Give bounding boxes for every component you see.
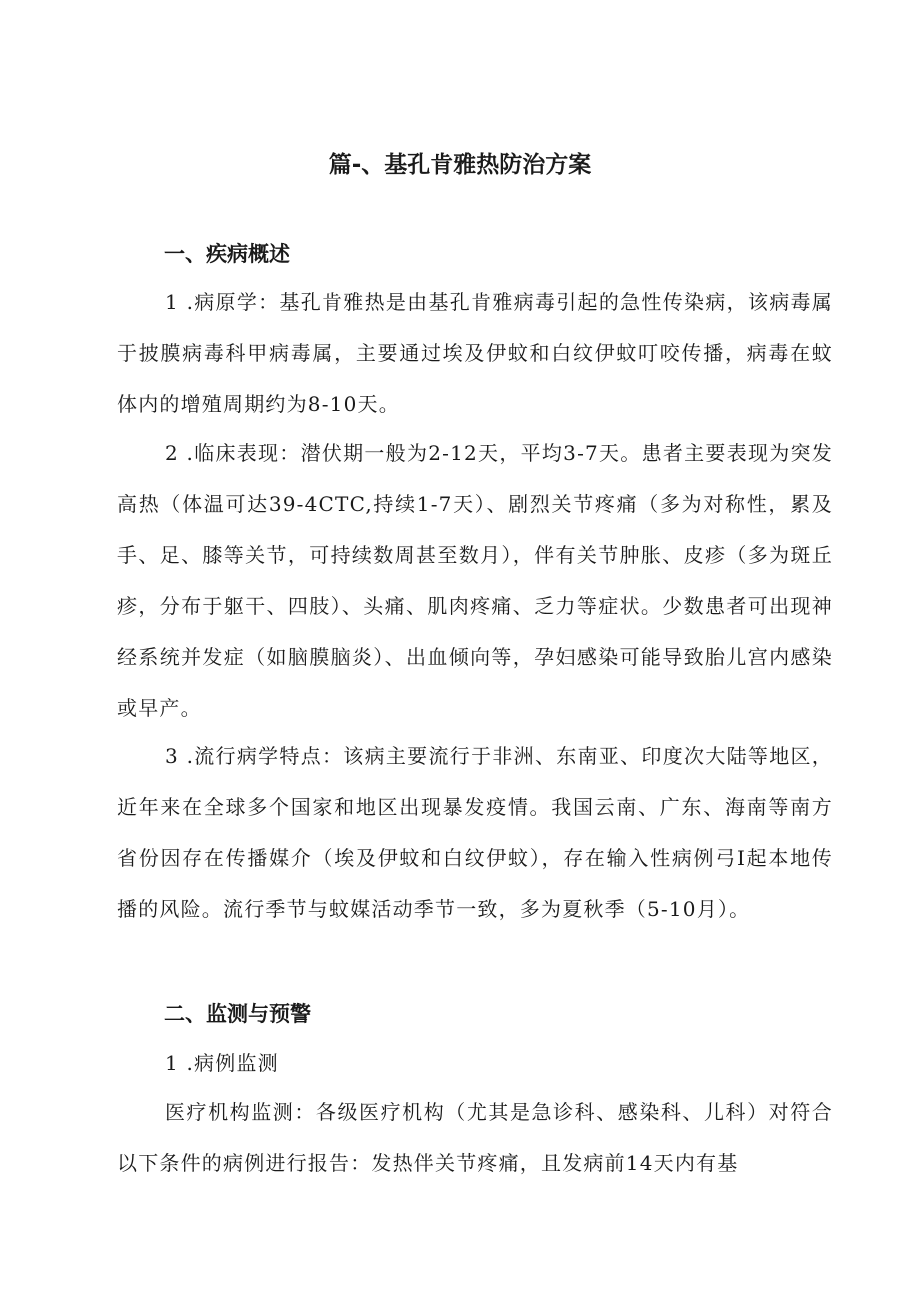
paragraph-clinical: 2 .临床表现：潜伏期一般为2-12天，平均3-7天。患者主要表现为突发高热（体温可达39-4CTC,持续1-7天）、剧烈关节疼痛（多为对称性，累及手、足、膝等关节，可持续数周甚至数月），伴有关节肿胀、皮疹（多为斑丘疹，分布于躯干、四肢）、头痛、肌肉疼痛、乏力等症状。少数患者可出现神经系统并发症（如脑膜脑炎）、出血倾向等，孕妇感染可能导致胎儿宫内感染或早产。	[117, 441, 833, 720]
paragraph-epidemiology: 3 .流行病学特点：该病主要流行于非洲、东南亚、印度次大陆等地区，近年来在全球多个国家和地区出现暴发疫情。我国云南、广东、海南等南方省份因存在传播媒介（埃及伊蚊和白纹伊蚊），存在输入性病例弓I起本地传播的风险。流行季节与蚊媒活动季节一致，多为夏秋季（5-10月）。	[117, 744, 833, 921]
section-heading-overview: 一、疾病概述	[164, 242, 290, 266]
document-title: 篇-、基孔肯雅热防治方案	[328, 152, 592, 178]
subheading-case-monitoring: 1 .病例监测	[165, 1051, 279, 1075]
paragraph-pathogen: 1 .病原学：基孔肯雅热是由基孔肯雅病毒引起的急性传染病，该病毒属于披膜病毒科甲病毒属，主要通过埃及伊蚊和白纹伊蚊叮咬传播，病毒在蚊体内的增殖周期约为8-10天。	[117, 290, 833, 416]
paragraph-hospital-monitoring: 医疗机构监测：各级医疗机构（尤其是急诊科、感染科、儿科）对符合以下条件的病例进行报告：发热伴关节疼痛，且发病前14天内有基	[117, 1100, 833, 1175]
section-heading-monitoring: 二、监测与预警	[164, 1002, 311, 1026]
